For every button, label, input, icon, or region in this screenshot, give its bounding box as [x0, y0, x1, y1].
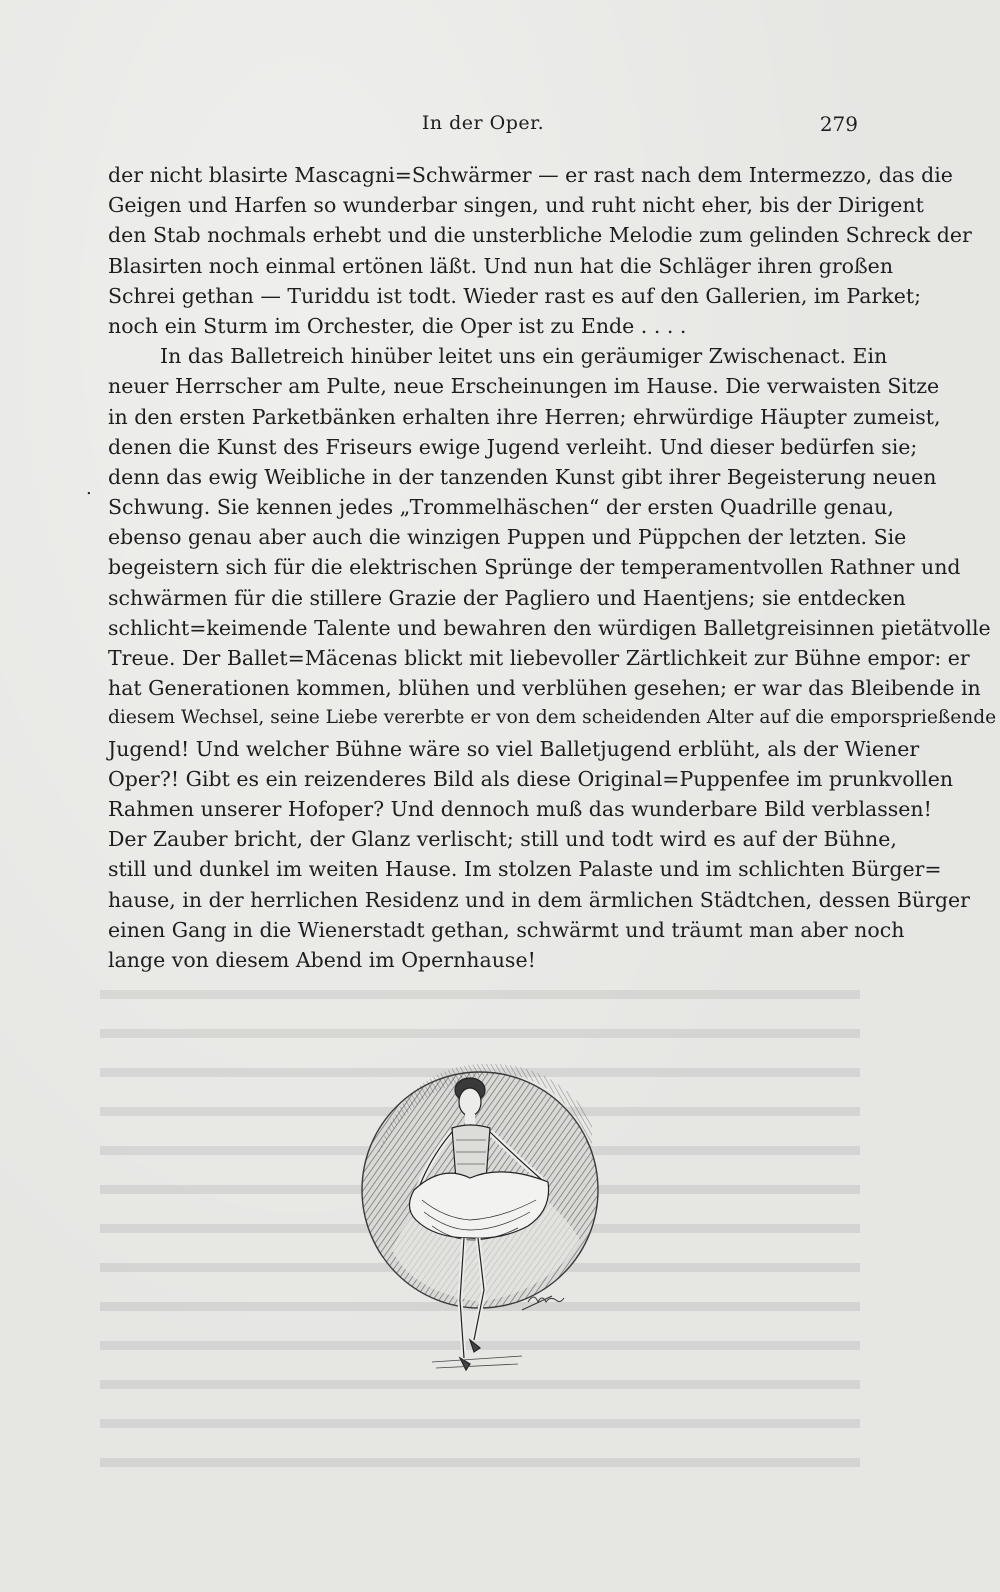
text-line: denen die Kunst des Friseurs ewige Jugend verleiht. Und dieser bedürfen sie;: [108, 434, 918, 459]
text-line: Treue. Der Ballet=Mäcenas blickt mit liebevoller Zärtlichkeit zur Bühne empor: er: [108, 646, 970, 670]
ballerina-illustration: [352, 1040, 600, 1408]
text-line: Jugend! Und welcher Bühne wäre so viel Balletjugend erblüht, als der Wiener: [108, 736, 920, 761]
paragraph-1: [108, 160, 972, 341]
text-line: Schwung. Sie kennen jedes „Trommelhäschen“ der ersten Quadrille genau,: [108, 495, 894, 520]
text-line: schwärmen für die stillere Grazie der Pagliero und Haentjens; sie entdecken: [108, 585, 906, 610]
text-line: lange von diesem Abend im Opernhause!: [108, 947, 536, 972]
text-line: Geigen und Harfen so wunderbar singen, und ruht nicht eher, bis der Dirigent: [108, 193, 924, 218]
stage-ground: [432, 1356, 522, 1368]
text-line: Oper?! Gibt es ein reizenderes Bild als diese Original=Puppenfee im prunkvollen: [108, 766, 954, 791]
text-line: Rahmen unserer Hofoper? Und dennoch muß das wunderbare Bild verblassen!: [108, 796, 932, 821]
text-line: ebenso genau aber auch die winzigen Puppen und Püppchen der letzten. Sie: [108, 525, 907, 550]
running-title: In der Oper.: [421, 112, 545, 134]
text-line: neuer Herrscher am Pulte, neue Erscheinungen im Hause. Die verwaisten Sitze: [108, 374, 940, 399]
text-line: den Stab nochmals erhebt und die unsterbliche Melodie zum gelinden Schreck der: [108, 223, 972, 248]
text-line: in den ersten Parketbänken erhalten ihre Herren; ehrwürdige Häupter zumeist,: [108, 404, 941, 429]
text-line: diesem Wechsel, seine Liebe vererbte er von dem scheidenden Alter auf die emporsprießende: [108, 707, 997, 729]
page-number: 279: [819, 112, 858, 136]
text-line: Der Zauber bricht, der Glanz verlischt; still und todt wird es auf der Bühne,: [108, 827, 897, 852]
text-line: schlicht=keimende Talente und bewahren den würdigen Balletgreisinnen pietätvolle: [108, 615, 991, 640]
text-line: Blasirten noch einmal ertönen läßt. Und nun hat die Schläger ihren großen: [108, 253, 894, 278]
text-line: der nicht blasirte Mascagni=Schwärmer — er rast nach dem Intermezzo, das die: [108, 163, 953, 187]
text-line: einen Gang in die Wienerstadt gethan, schwärmt und träumt man aber noch: [108, 917, 905, 942]
running-head: [108, 112, 858, 142]
text-line: denn das ewig Weibliche in der tanzenden Kunst gibt ihrer Begeisterung neuen: [108, 464, 937, 489]
margin-mark: .: [86, 478, 92, 499]
text-line: noch ein Sturm im Orchester, die Oper ist zu Ende . . . .: [108, 313, 687, 338]
text-line: Schrei gethan — Turiddu ist todt. Wieder rast es auf den Gallerien, im Parket;: [108, 283, 921, 308]
body-text: [108, 160, 997, 975]
text-line: hause, in der herrlichen Residenz und in dem ärmlichen Städtchen, dessen Bürger: [108, 887, 970, 912]
text-line: begeistern sich für die elektrischen Sprünge der temperamentvollen Rathner und: [108, 555, 961, 580]
paragraph-2: [108, 341, 997, 975]
text-line: hat Generationen kommen, blühen und verblühen gesehen; er war das Bleibende in: [108, 676, 981, 701]
text-line: still und dunkel im weiten Hause. Im stolzen Palaste und im schlichten Bürger=: [108, 857, 942, 882]
text-line: In das Balletreich hinüber leitet uns ein geräumiger Zwischenact. Ein: [160, 344, 888, 369]
